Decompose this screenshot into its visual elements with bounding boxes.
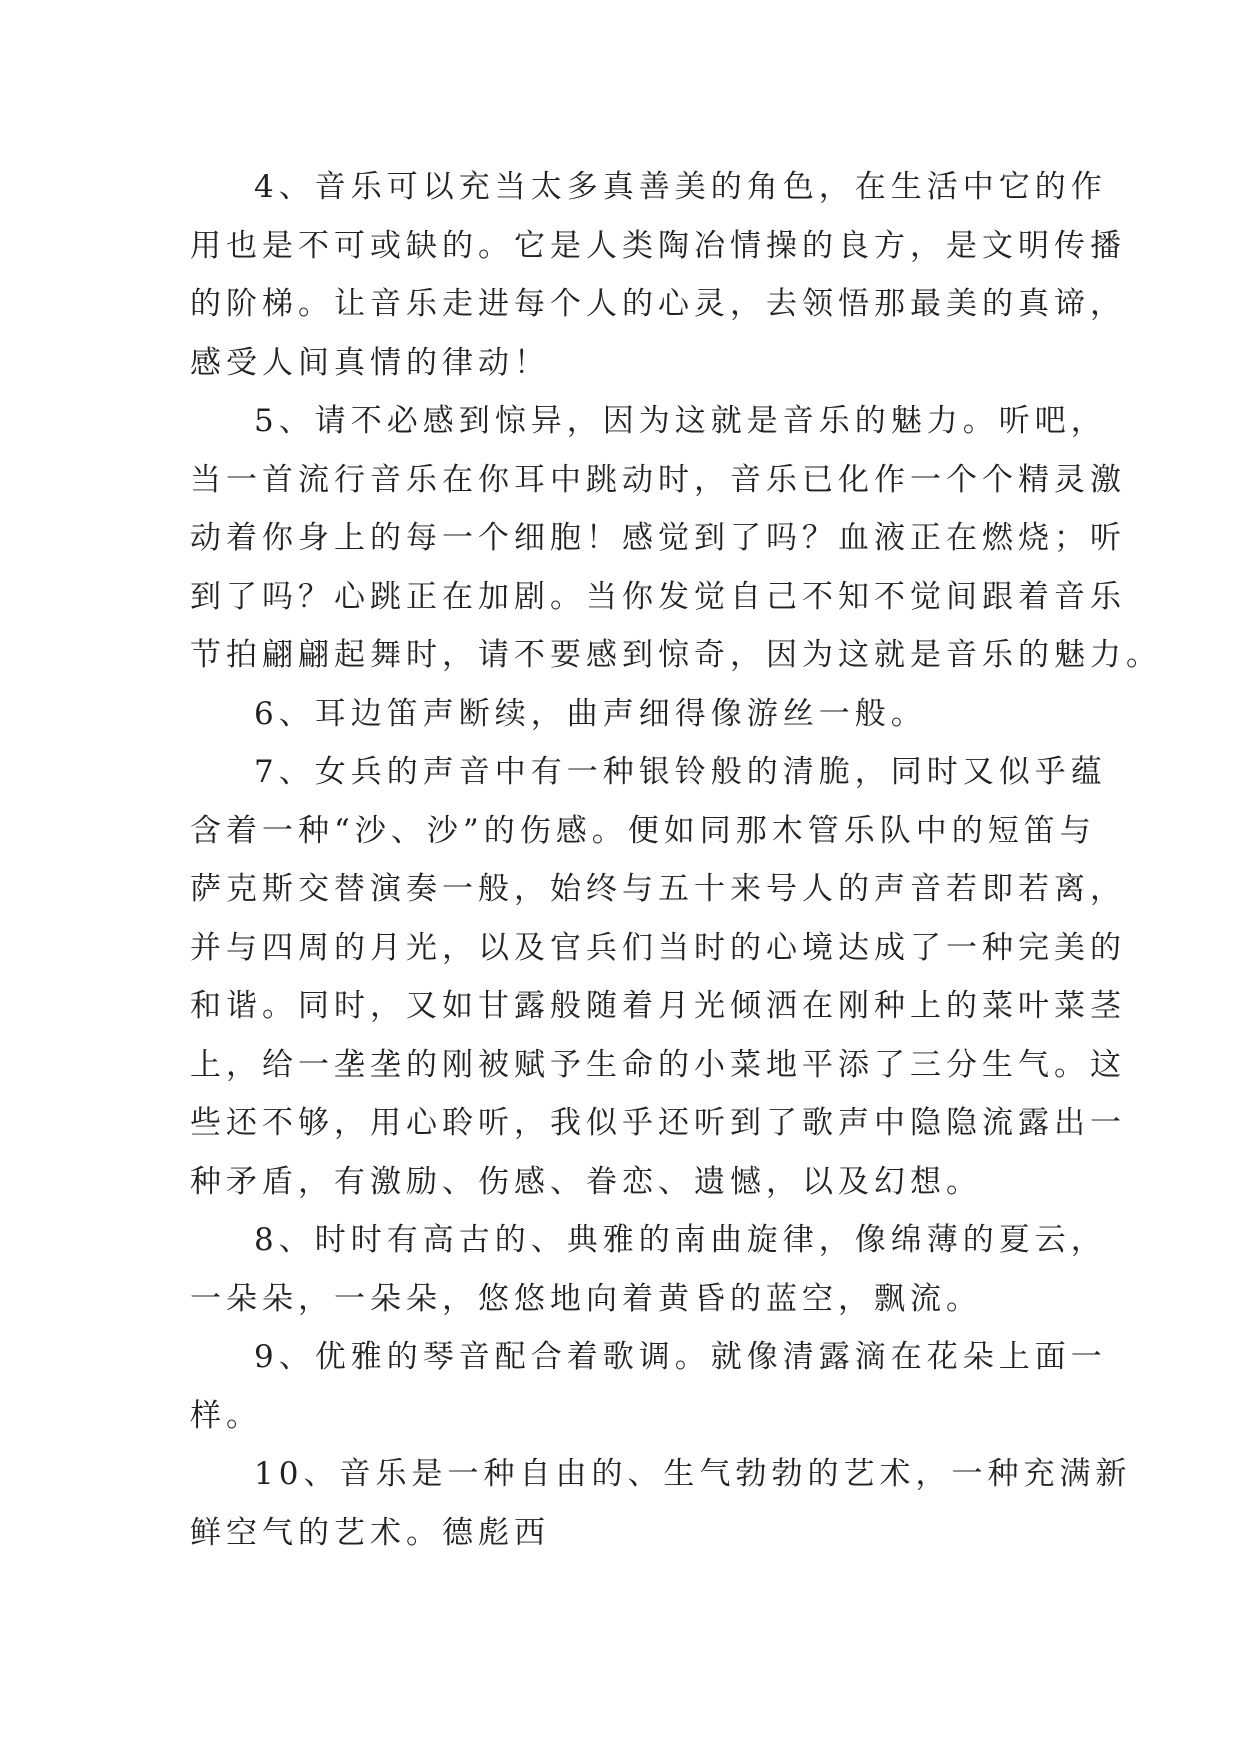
text-line: 7、女兵的声音中有一种银铃般的清脆，同时又似乎蕴 [254, 754, 1107, 790]
text-line: 含着一种“沙、沙”的伤感。便如同那木管乐队中的短笛与 [190, 812, 1096, 849]
paragraph-4 [190, 158, 1126, 392]
text-line: 当一首流行音乐在你耳中跳动时，音乐已化作一个个精灵激 [190, 461, 1126, 498]
text-line: 感受人间真情的律动！ [190, 344, 550, 381]
text-line: 8、时时有高古的、典雅的南曲旋律，像绵薄的夏云， [254, 1222, 1107, 1258]
text-line: 10、音乐是一种自由的、生气勃勃的艺术，一种充满新 [254, 1456, 1132, 1492]
text-line: 和谐。同时，又如甘露般随着月光倾洒在刚种上的菜叶菜茎 [190, 988, 1126, 1024]
paragraph-7 [190, 743, 1126, 1211]
text-line: 种矛盾，有激励、伤感、眷恋、遗憾，以及幻想。 [190, 1163, 982, 1200]
body-text [190, 158, 1162, 1562]
text-line: 上，给一垄垄的刚被赋予生命的小菜地平添了三分生气。这 [190, 1046, 1126, 1083]
text-line: 5、请不必感到惊异，因为这就是音乐的魅力。听吧， [254, 403, 1107, 439]
paragraph-10 [190, 1445, 1132, 1562]
text-line: 样。 [190, 1397, 262, 1434]
paragraph-6 [190, 685, 1070, 744]
text-line: 并与四周的月光，以及官兵们当时的心境达成了一种完美的 [190, 929, 1126, 966]
text-line: 节拍翩翩起舞时，请不要感到惊奇，因为这就是音乐的魅力。 [190, 637, 1162, 673]
text-line: 一朵朵，一朵朵，悠悠地向着黄昏的蓝空，飘流。 [190, 1280, 982, 1317]
paragraph-5 [190, 392, 1162, 685]
text-line: 萨克斯交替演奏一般，始终与五十来号人的声音若即若离， [190, 871, 1126, 907]
text-line: 6、耳边笛声断续，曲声细得像游丝一般。 [254, 695, 927, 732]
text-line: 4、音乐可以充当太多真善美的角色，在生活中它的作 [254, 169, 1107, 205]
text-line: 动着你身上的每一个细胞！感觉到了吗？血液正在燃烧；听 [190, 520, 1126, 556]
text-line: 的阶梯。让音乐走进每个人的心灵，去领悟那最美的真谛， [190, 286, 1126, 322]
paragraph-8 [190, 1211, 1107, 1328]
text-line: 鲜空气的艺术。德彪西 [190, 1514, 550, 1551]
text-line: 9、优雅的琴音配合着歌调。就像清露滴在花朵上面一 [254, 1339, 1107, 1375]
paragraph-9 [190, 1328, 1107, 1445]
text-line: 些还不够，用心聆听，我似乎还听到了歌声中隐隐流露出一 [190, 1105, 1126, 1141]
text-line: 到了吗？心跳正在加剧。当你发觉自己不知不觉间跟着音乐 [190, 578, 1126, 615]
text-line: 用也是不可或缺的。它是人类陶冶情操的良方，是文明传播 [190, 227, 1126, 264]
